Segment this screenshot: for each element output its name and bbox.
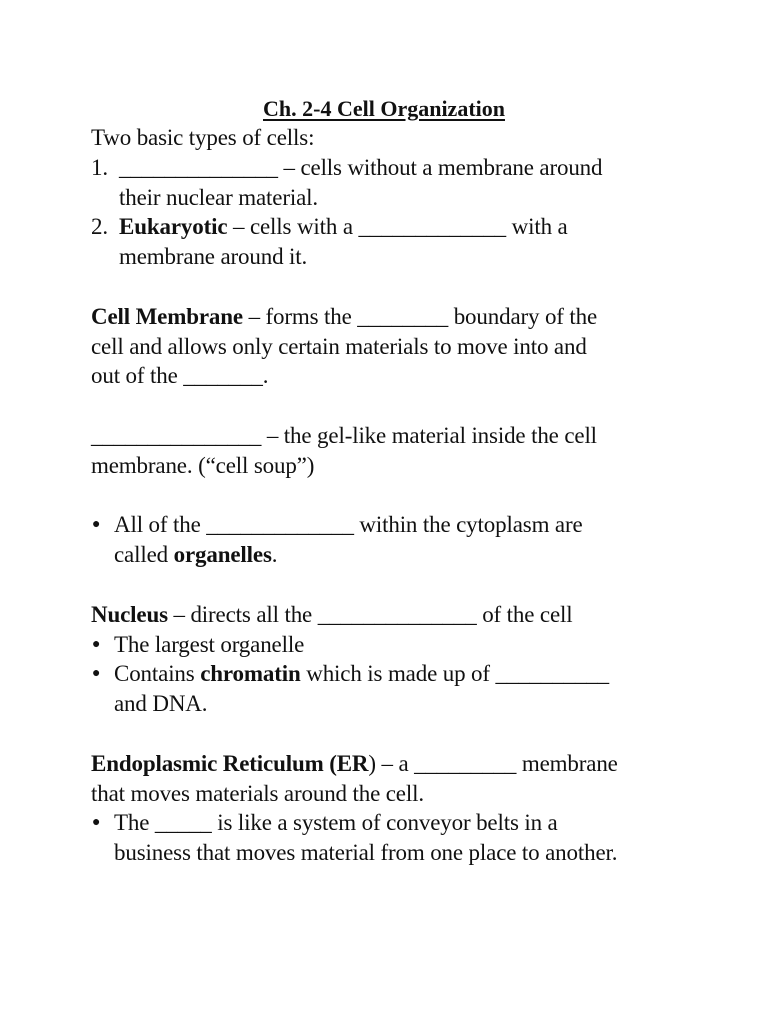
nucleus-bullet-1 — [91, 630, 711, 660]
type-item-2-line1-text: – cells with a _____________ with a — [227, 214, 568, 240]
type-item-1-number: 1. — [91, 154, 108, 180]
bullet-icon: ● — [92, 517, 101, 533]
type-item-2-line1 — [119, 212, 568, 242]
cytoplasm-bullet-line2 — [114, 540, 583, 570]
spacer — [91, 481, 711, 511]
er-bullet-line2: business that moves material from one place to another. — [114, 840, 618, 866]
cytoplasm-bullet — [91, 510, 711, 570]
worksheet-body — [91, 123, 711, 868]
spacer — [91, 719, 711, 749]
spacer — [91, 570, 711, 600]
type-item-2 — [91, 212, 711, 272]
intro-text: Two basic types of cells: — [91, 125, 315, 150]
cytoplasm-bullet-line2-prefix: called — [114, 542, 174, 568]
type-item-2-line2: membrane around it. — [119, 244, 308, 270]
eukaryotic-term: Eukaryotic — [119, 214, 228, 240]
er-line1 — [91, 749, 711, 779]
cytoplasm-bullet-line1: All of the _____________ within the cytoplasm are — [114, 512, 583, 538]
er-term: Endoplasmic Reticulum (ER — [91, 750, 369, 776]
spacer — [91, 391, 711, 421]
type-item-1-line1: ______________ – cells without a membrane around — [119, 154, 603, 180]
cell-membrane-line3: out of the _______. — [91, 363, 269, 389]
type-item-1-line2: their nuclear material. — [119, 184, 318, 210]
nucleus-bullet-1-text: The largest organelle — [114, 631, 305, 657]
cell-membrane-line1 — [91, 302, 711, 332]
cell-membrane-line2: cell and allows only certain materials to move into and — [91, 333, 587, 359]
spacer — [91, 272, 711, 302]
er-line1-text: ) – a _________ membrane — [368, 750, 618, 776]
nucleus-bullet-2-suffix: which is made up of __________ — [300, 661, 610, 687]
type-item-2-number: 2. — [91, 214, 108, 240]
er-bullet — [91, 808, 711, 868]
nucleus-bullet-2-line2: and DNA. — [114, 691, 208, 717]
chromatin-term: chromatin — [200, 661, 301, 687]
bullet-icon: ● — [92, 636, 101, 652]
er-bullet-line1: The _____ is like a system of conveyor belts in a — [114, 810, 558, 836]
nucleus-line1-text: – directs all the ______________ of the cell — [167, 601, 573, 627]
cytoplasm-bullet-line2-suffix: . — [271, 542, 278, 568]
nucleus-term: Nucleus — [91, 601, 168, 627]
page-title: Ch. 2-4 Cell Organization — [263, 96, 505, 121]
nucleus-line1 — [91, 600, 711, 630]
type-item-1 — [91, 153, 711, 213]
cytoplasm-line1: _______________ – the gel-like material inside the cell — [91, 422, 597, 448]
nucleus-bullet-2-line1 — [114, 659, 609, 689]
bullet-icon: ● — [92, 666, 101, 682]
nucleus-bullet-2 — [91, 659, 711, 719]
cytoplasm-line2: membrane. (“cell soup”) — [91, 452, 315, 478]
nucleus-bullet-2-prefix: Contains — [114, 661, 201, 687]
cell-membrane-term: Cell Membrane — [91, 303, 243, 329]
bullet-icon: ● — [92, 815, 101, 831]
er-line2: that moves materials around the cell. — [91, 780, 424, 806]
cell-membrane-line1-text: – forms the ________ boundary of the — [242, 303, 598, 329]
organelles-term: organelles — [173, 542, 272, 568]
